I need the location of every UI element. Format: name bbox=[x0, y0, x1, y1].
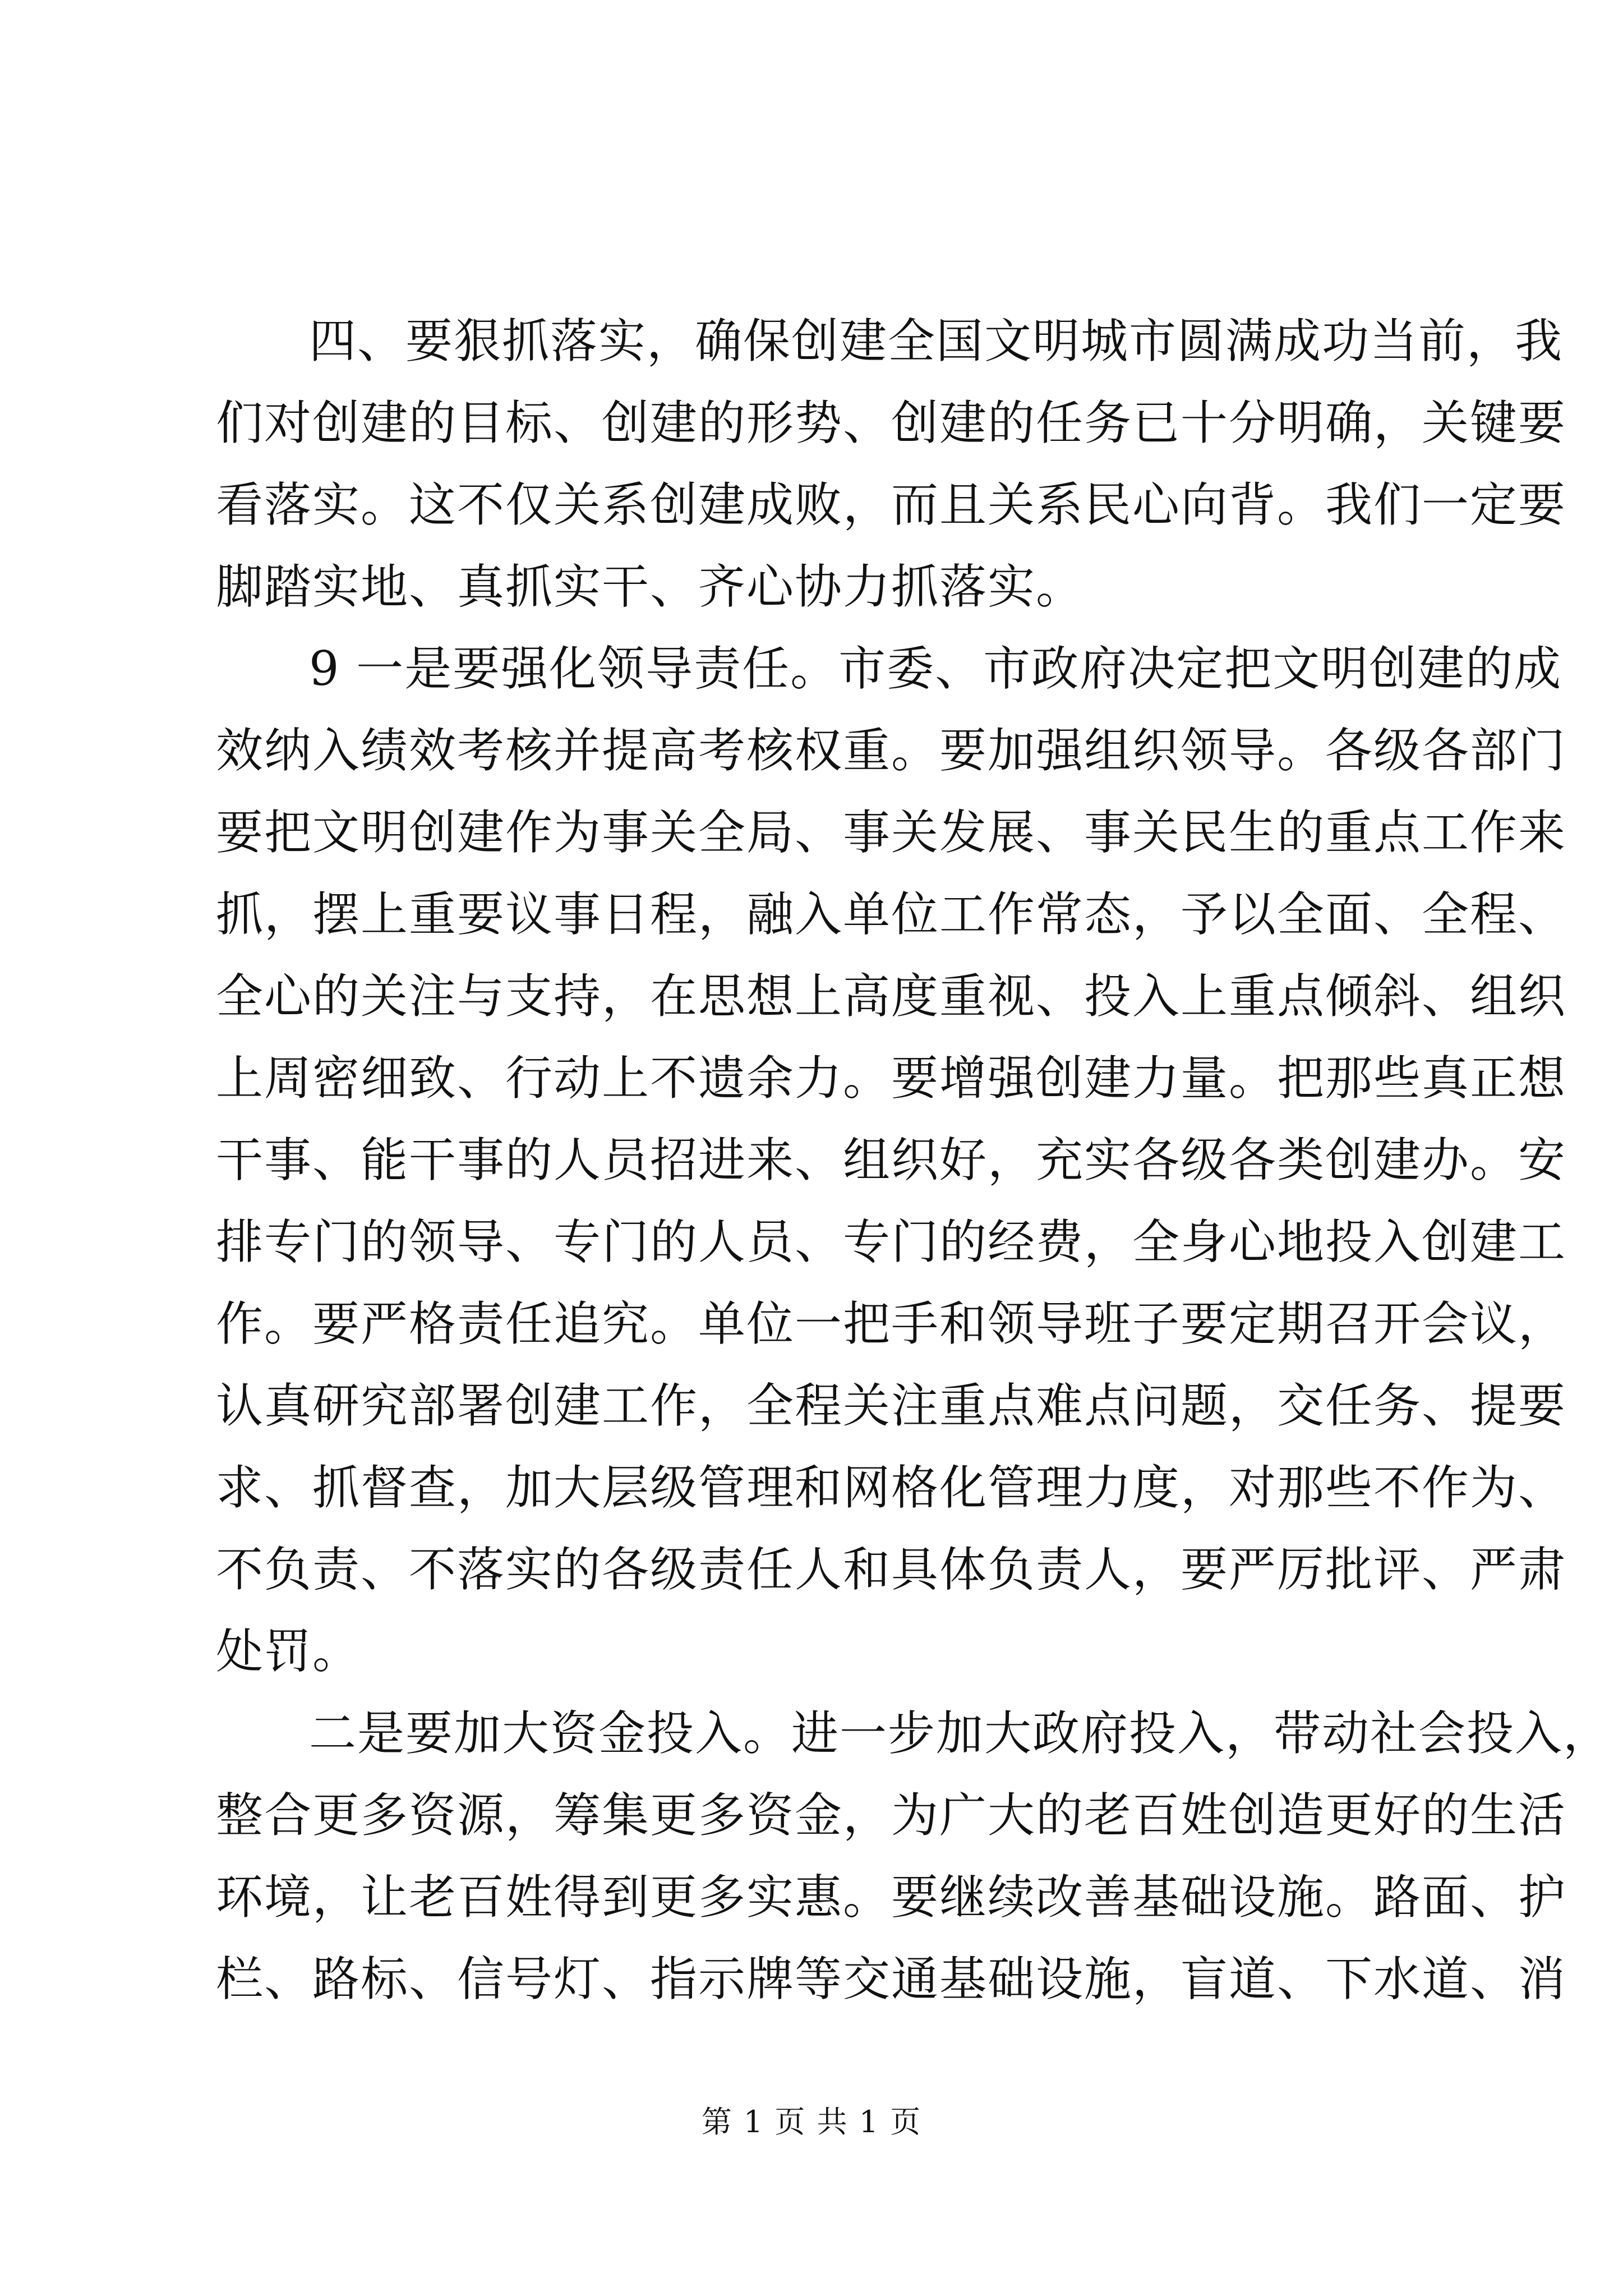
text-line: 四、要狠抓落实，确保创建全国文明城市圆满成功当前，我 bbox=[309, 314, 1564, 369]
text-line: 求、抓督查，加大层级管理和网格化管理力度，对那些不作为、 bbox=[216, 1460, 1567, 1515]
text-line: 效纳入绩效考核并提高考核权重。要加强组织领导。各级各部门 bbox=[216, 723, 1567, 778]
text-line: 9 一是要强化领导责任。市委、市政府决定把文明创建的成 bbox=[309, 641, 1562, 696]
text-line: 二是要加大资金投入。进一步加大政府投入，带动社会投入， bbox=[309, 1706, 1612, 1761]
text-line: 全心的关注与支持，在思想上高度重视、投入上重点倾斜、组织 bbox=[216, 969, 1567, 1024]
text-line: 处罚。 bbox=[216, 1624, 361, 1679]
text-line: 上周密细致、行动上不遗余力。要增强创建力量。把那些真正想 bbox=[216, 1051, 1567, 1106]
text-line: 环境，让老百姓得到更多实惠。要继续改善基础设施。路面、护 bbox=[216, 1870, 1567, 1925]
text-line: 干事、能干事的人员招进来、组织好，充实各级各类创建办。安 bbox=[216, 1133, 1567, 1188]
text-line: 要把文明创建作为事关全局、事关发展、事关民生的重点工作来 bbox=[216, 805, 1567, 860]
text-line: 排专门的领导、专门的人员、专门的经费，全身心地投入创建工 bbox=[216, 1214, 1567, 1269]
text-line: 作。要严格责任追究。单位一把手和领导班子要定期召开会议， bbox=[216, 1296, 1567, 1351]
paragraph-2 bbox=[216, 628, 1567, 1692]
paragraph-3 bbox=[216, 1692, 1612, 2020]
text-line: 抓，摆上重要议事日程，融入单位工作常态，予以全面、全程、 bbox=[216, 887, 1567, 942]
text-line: 不负责、不落实的各级责任人和具体负责人，要严厉批评、严肃 bbox=[216, 1542, 1567, 1597]
page-footer bbox=[0, 2098, 1623, 2141]
text-line: 们对创建的目标、创建的形势、创建的任务已十分明确，关键要 bbox=[216, 395, 1567, 450]
text-line: 整合更多资源，筹集更多资金，为广大的老百姓创造更好的生活 bbox=[216, 1788, 1567, 1843]
text-line: 栏、路标、信号灯、指示牌等交通基础设施，盲道、下水道、消 bbox=[216, 1952, 1567, 2007]
text-line: 脚踏实地、真抓实干、齐心协力抓落实。 bbox=[216, 559, 1085, 614]
text-line: 看落实。这不仅关系创建成败，而且关系民心向背。我们一定要 bbox=[216, 477, 1567, 532]
paragraph-1 bbox=[216, 300, 1567, 628]
page-number-label: 第 1 页 共 1 页 bbox=[701, 2104, 922, 2139]
document-body bbox=[216, 300, 1612, 2020]
text-line: 认真研究部署创建工作，全程关注重点难点问题，交任务、提要 bbox=[216, 1378, 1567, 1433]
